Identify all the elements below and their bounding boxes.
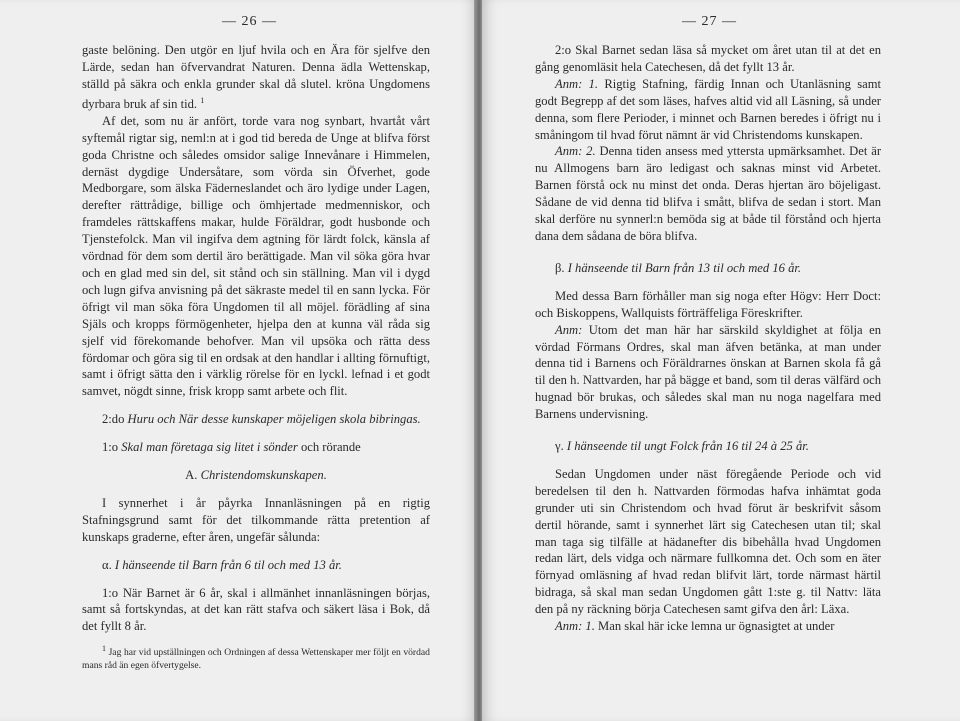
page-number: — 26 — <box>222 14 277 29</box>
gamma-heading <box>535 438 881 455</box>
heading-prefix: γ. <box>555 439 564 454</box>
heading-prefix: A. <box>185 468 198 483</box>
paragraph: 2:o Skal Barnet sedan läsa så mycket om året utan til at det en gång genomläsit hela Catechesen, då det fyllt 13 år. <box>535 43 881 74</box>
heading-suffix: och rörande <box>300 440 361 455</box>
heading-text: Skal man företaga sig litet i sönder <box>121 440 298 455</box>
paragraph: Med dessa Barn förhåller man sig noga efter Högv: Herr Doct: och Biskoppens, Wallquists förträffeliga Föreskrifter. <box>535 288 881 320</box>
heading-text: Christendomskunskapen. <box>200 468 327 483</box>
annotation-label: Anm: <box>555 322 583 337</box>
annotation-label: Anm: 1. <box>555 619 595 634</box>
heading-prefix: β. <box>555 260 565 275</box>
annotation <box>535 618 881 635</box>
heading-text: I hänseende til ungt Folck från 16 til 24 à 25 år. <box>566 439 809 454</box>
footnote-marker: 1 <box>102 644 106 654</box>
annotation <box>535 76 881 144</box>
annotation-label: Anm: 1. <box>555 76 599 91</box>
paragraph: 1:o När Barnet är 6 år, skal i allmänhet innanläsningen börjas, samt så fortskyndas, at det kan rätt stafva och säkert läsa i Bok, då det fyllt 8 år. <box>82 585 430 634</box>
alpha-heading <box>82 557 430 574</box>
beta-heading <box>535 260 881 277</box>
section-a-heading <box>82 467 430 484</box>
annotation-text: Man skal här icke lemna ur ögnasigtet at under <box>598 619 835 634</box>
annotation-text: Denna tiden ansess med yttersta upmärksamhet. Det är nu Allmogens barn äro ledigast och saknas minst vid Arbetet. Barnen förstå ock nu minst det onda. Deras hjertan äro böjeligast. Sådane de vid denna tid blifva i smått, blifva de sedan i stort. Man skal derföre nu synnerl:n bemöda sig at både til förstånd och hjerta dana dem sådana de böra blifva. <box>535 144 882 243</box>
annotation <box>535 143 881 244</box>
heading-text: Huru och När desse kunskaper möjeligen skola bibringas. <box>127 412 421 427</box>
footnote-marker: 1 <box>200 95 205 105</box>
annotation-label: Anm: 2. <box>555 144 596 159</box>
heading-prefix: α. <box>102 557 112 572</box>
left-page <box>0 0 477 721</box>
section-heading <box>82 411 430 428</box>
heading-prefix: 1:o <box>102 440 119 455</box>
annotation <box>535 322 881 423</box>
paragraph <box>82 42 430 113</box>
paragraph: Af det, som nu är anfört, torde vara nog synbart, hvartåt vårt syftemål rigtar sig, neml:n at i god tid bereda de Unge at blifva först goda Christne och således omsidor salige Innevånare i Himmelen, dernäst dygdige Undersåtare, som vörda sin Öfverhet, gode Medborgare, som älska Fäderneslandet och äro lydige under Lagen, derefter rättrådige, billige och ömhjertade medmenniskor, och framdeles rättskaffens makar, hulde Föräldrar, godt husbonde och Tjenstefolck. Man vil ingifva dem agtning för lärdt folck, känsla af vördnad för dem som dertil äro berättigade. Man vil söka göra hvar och en glad med sin del, sit stånd och sin ställning. Man vil i dygd och lugn gifva anvisning på det säkraste medel til en sann lycka. För öfrigt vil man söka föra Ungdomen til all möjel. förädling af sina Själs och kropps förmögenheter, hjelpa den at kunna väl råda sig sjelf vid förekomande behofver. Man vil upsöka och rätta dess fördomar och göra sig til en ordsak at den handlar i allting förnuftigt, samt i öfrigt sätta den i värklig rörelse för en lyckl. lefnad i et godt samvet, nögdt sinne, frisk kropp samt arbete och flit. <box>82 113 430 399</box>
right-page <box>482 0 960 721</box>
heading-text: I hänseende til Barn från 6 til och med 13 år. <box>114 557 342 572</box>
page-number: — 27 — <box>682 14 737 29</box>
right-text-column <box>535 42 881 635</box>
paragraph: Sedan Ungdomen under näst föregående Periode och vid beredelsen til den h. Nattvarden förmodas hafva inhämtat goda grunder uti sin Christendom och hvad förut är beskrifvit såsom dertil hörande, samt i synnerhet lärt sig Catechesen utan til; skal man taga sig tilfälle at hädanefter dis bibehålla hvad Ungdomen redan lärt, dels vidga och närmare fullkomna det. Och som en äter förnyad omläsning af hvad redan blifvit lärt, torde närmast härtil bidraga, så skal man sedan Ungdomen gått 1:ste g. til Nattv: läta den på ny räckning börja Catechesen samt gifva den årl: Läxa. <box>535 466 881 617</box>
paragraph-text: gaste belöning. Den utgör en ljuf hvila och en Ära för sjelfve den Lärde, sedan han öfvervandrat Naturen. Denna ädla Wettenskap, ställd på säkra och enkla grunder skal då slutel. kröna Ungdomens dyrbara bruk af sin tid. <box>82 43 430 111</box>
footnote-text: Jag har vid upställningen och Ordningen af dessa Wettenskaper mer följt en vördad mans råd än egen öfvertygelse. <box>82 647 430 671</box>
annotation-text: Utom det man här har särskild skyldighet at följa en vördad Förmans Ordres, skal man äfven betänka, at man under denna tid i Barnens och Föräldrarnes önskan at Barnen skola få gå til den h. Nattvarden, har på bägge et band, som til deras välfärd och hugnad bör brukas, och således skal man nu noga nagelfara med Barnens undervisning. <box>535 322 881 422</box>
heading-text: I hänseende til Barn från 13 til och med 16 år. <box>567 260 802 275</box>
footnote <box>82 643 430 672</box>
subsection-heading <box>82 439 430 456</box>
annotation-text: Rigtig Stafning, färdig Innan och Utanläsning samt godt Begrepp af det som läses, hafves altid vid all Läsning, så under denna, som flere Perioder, i minnet och Barnen beredes i öfrigt nu i småningom til hvad förut nämnt är vid Christendoms kunskapen. <box>535 76 881 142</box>
left-text-column <box>82 42 430 672</box>
paragraph: I synnerhet i år påyrka Innanläsningen på en rigtig Stafningsgrund samt för det tilkommande rätta pretention af kunskaps graderne, efter åren, ungefär sålunda: <box>82 495 430 544</box>
heading-prefix: 2:do <box>102 412 125 427</box>
